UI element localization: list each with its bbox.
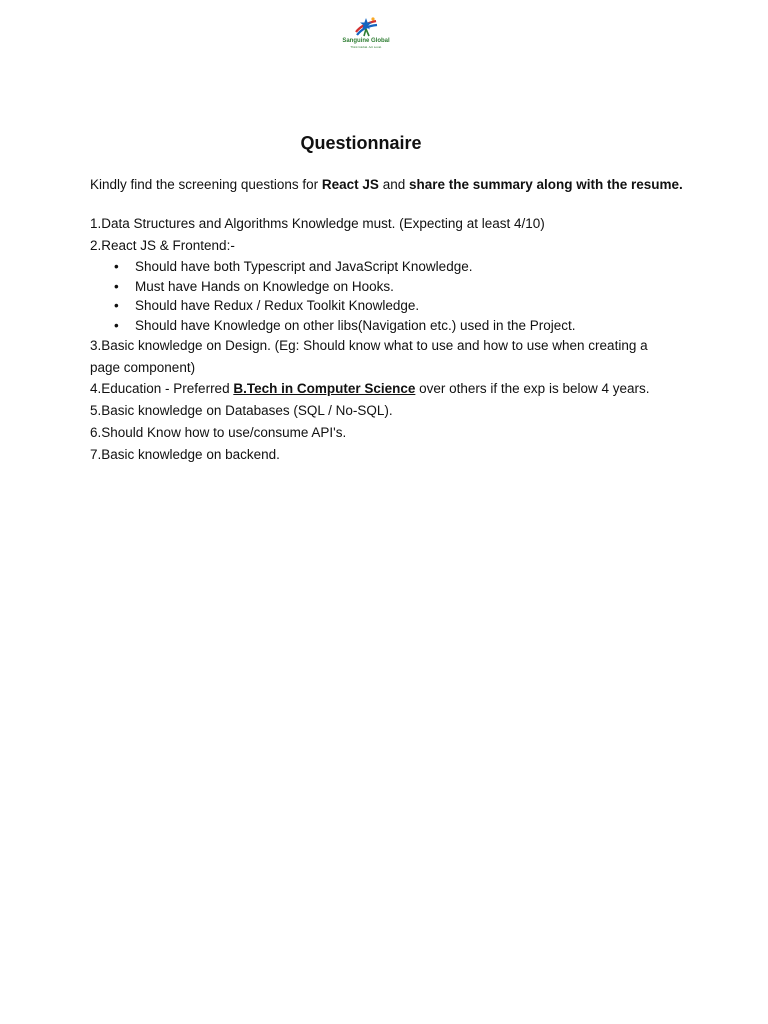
list-item [90, 316, 680, 336]
question-4-degree: B.Tech in Computer Science [233, 381, 416, 396]
intro-share-summary: share the summary along with the resume. [408, 177, 683, 192]
list-item-text: Should have both Typescript and JavaScript Knowledge. [135, 259, 473, 274]
intro-react-js: React JS [321, 177, 379, 192]
question-6: 6.Should Know how to use/consume API's. [90, 425, 347, 440]
list-item [90, 277, 680, 297]
question-4-start: 4.Education - Preferred [90, 381, 234, 396]
bullet-icon: • [114, 259, 119, 274]
list-item-text: Must have Hands on Knowledge on Hooks. [135, 278, 394, 294]
star-person-logo-icon [353, 16, 379, 38]
question-1: 1.Data Structures and Algorithms Knowledge must. (Expecting at least 4/10) [90, 216, 545, 231]
logo-tagline: Think Global. Act Local. [350, 45, 382, 49]
list-item [90, 296, 680, 316]
questions-list [90, 213, 680, 466]
list-item-text: Should have Redux / Redux Toolkit Knowledge. [135, 298, 420, 313]
bullet-icon: • [114, 278, 119, 294]
intro-text-start: Kindly find the screening questions for [90, 177, 322, 192]
bullet-icon: • [114, 298, 119, 313]
question-7: 7.Basic knowledge on backend. [90, 447, 280, 462]
intro-text-mid: and [378, 177, 409, 192]
question-4-end: over others if the exp is below 4 years. [415, 381, 650, 396]
question-4 [90, 378, 680, 400]
company-logo [330, 16, 402, 56]
question-5: 5.Basic knowledge on Databases (SQL / No-SQL). [90, 403, 393, 418]
page-title: Questionnaire [300, 133, 422, 153]
list-item [90, 257, 680, 277]
question-2: 2.React JS & Frontend:- [90, 238, 235, 253]
question-3: 3.Basic knowledge on Design. (Eg: Should know what to use and how to use when creating a page component) [90, 338, 648, 375]
list-item-text: Should have Knowledge on other libs(Navigation etc.) used in the Project. [135, 317, 576, 333]
logo-company-name: Sanguine Global [342, 38, 390, 44]
react-requirements-list [90, 257, 680, 335]
bullet-icon: • [114, 317, 119, 333]
intro-paragraph [90, 175, 683, 194]
